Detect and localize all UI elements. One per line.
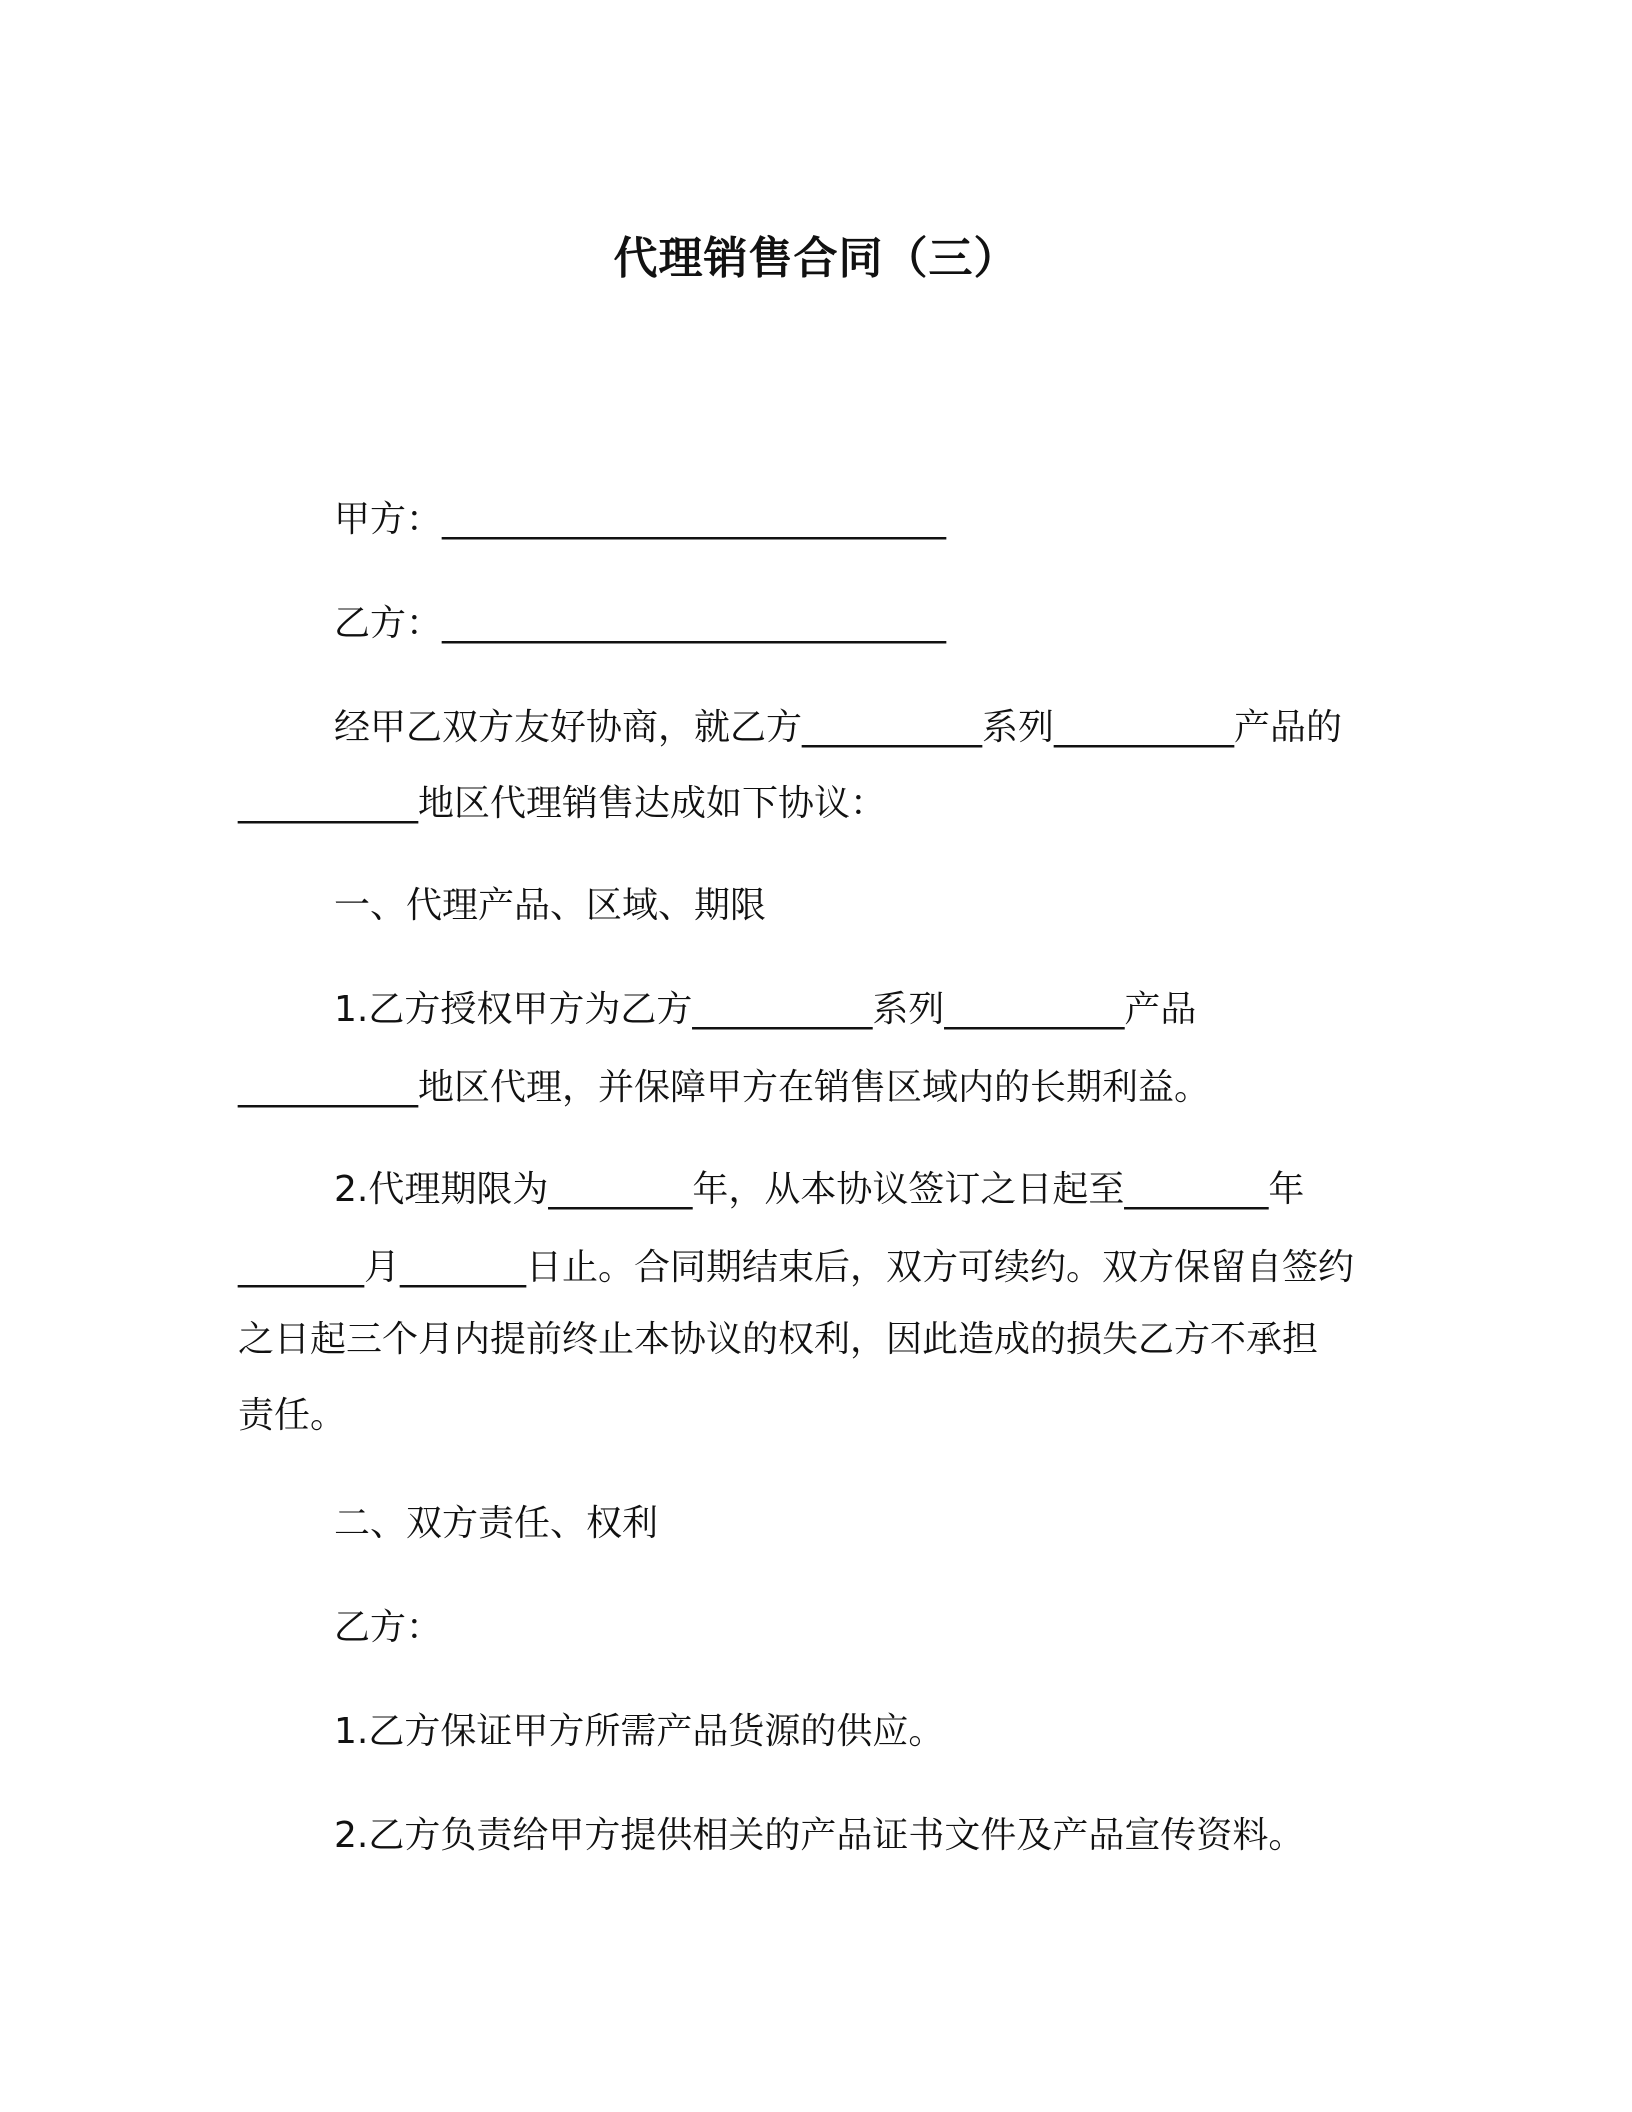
party-b-responsibilities-label: 乙方：: [334, 1607, 443, 1648]
clause-1-2-line-3: 之日起三个月内提前终止本协议的权利，因此造成的损失乙方不承担: [238, 1319, 1319, 1360]
section-heading-1: 一、代理产品、区域、期限: [334, 885, 767, 926]
party-b-line: 乙方：____________________________: [334, 603, 947, 644]
section-heading-2: 二、双方责任、权利: [334, 1503, 659, 1544]
document-title: 代理销售合同（三）: [613, 233, 1019, 284]
clause-1-2-line-1: 2.代理期限为________年，从本协议签订之日起至________年: [334, 1169, 1305, 1210]
clause-2-1: 1.乙方保证甲方所需产品货源的供应。: [334, 1711, 945, 1752]
intro-paragraph-line-1: 经甲乙双方友好协商，就乙方__________系列__________产品的: [334, 707, 1343, 748]
intro-paragraph-line-2: __________地区代理销售达成如下协议：: [238, 783, 887, 824]
party-a-line: 甲方：____________________________: [334, 499, 947, 540]
clause-1-1-line-1: 1.乙方授权甲方为乙方__________系列__________产品: [334, 989, 1197, 1030]
clause-1-2-line-4: 责任。: [238, 1395, 347, 1436]
clause-2-2: 2.乙方负责给甲方提供相关的产品证书文件及产品宣传资料。: [334, 1815, 1305, 1856]
clause-1-1-line-2: __________地区代理，并保障甲方在销售区域内的长期利益。: [238, 1067, 1211, 1108]
clause-1-2-line-2: _______月_______日止。合同期结束后，双方可续约。双方保留自签约: [238, 1247, 1355, 1288]
